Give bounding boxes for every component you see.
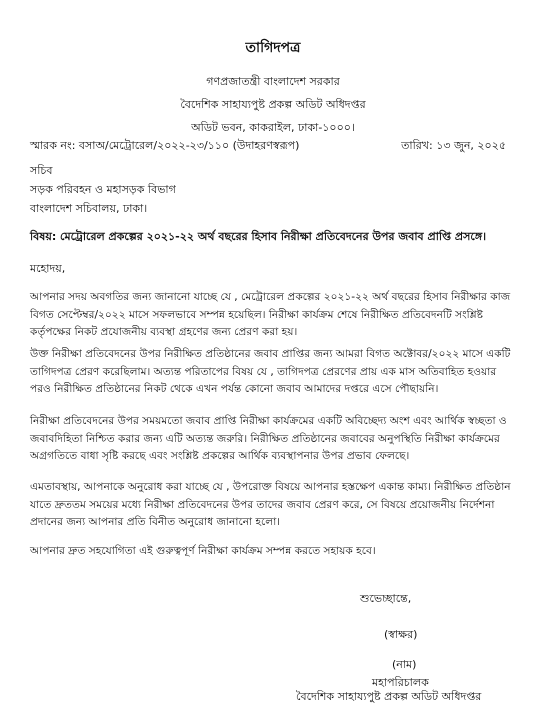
body-paragraph-5: আপনার দ্রুত সহযোগিতা এই গুরুত্বপূর্ণ নিরীক্ষা কার্যক্রম সম্পন্ন করতে সহায়ক হবে। (30, 545, 376, 557)
org-line-department: বৈদেশিক সাহায্যপুষ্ট প্রকল্প অডিট অধিদপ্তর (180, 98, 366, 111)
memo-number: স্মারক নং: বসাঅ/মেট্রোরেল/২০২২-২৩/১১০ (উদাহরণস্বরূপ) (30, 139, 300, 152)
org-header (0, 70, 546, 139)
signatory-designation: মহাপরিচালক (372, 676, 429, 689)
body-paragraph-3: নিরীক্ষা প্রতিবেদনের উপর সময়মতো জবাব প্রাপ্তি নিরীক্ষা কার্যক্রমের একটি অবিচ্ছেদ্য অংশ এবং আর্থিক স্বচ্ছতা ও জবাবদিহিতা নিশ্চিত করার জন্য এটি অত্যন্ত জরুরি। নিরীক্ষিত প্রতিষ্ঠানের জবাবের অনুপস্থিতি নিরীক্ষা কার্যক্রমের অগ্রগতিতে বাধা সৃষ্টি করছে এবং সংশ্লিষ্ট প্রকল্পের আর্থিক ব্যবস্থাপনার উপর প্রভাব ফেলছে। (30, 415, 507, 462)
reference-line (30, 137, 506, 156)
recipient-address: বাংলাদেশ সচিবালয়, ঢাকা। (30, 202, 148, 215)
signature-placeholder: (স্বাক্ষর) (384, 628, 418, 641)
recipient-block (30, 161, 176, 218)
closing-regards: শুভেচ্ছান্তে, (360, 592, 412, 605)
subject-line: বিষয়: মেট্রোরেল প্রকল্পের ২০২১-২২ অর্থ বছরের হিসাব নিরীক্ষা প্রতিবেদনের উপর জবাব প্রাপ্তি প্রসঙ্গে। (30, 230, 487, 243)
letter-title: তাগিদপত্র (245, 40, 301, 56)
recipient-designation: সচিব (30, 164, 53, 177)
body-paragraph-4: এমতাবস্থায়, আপনাকে অনুরোধ করা যাচ্ছে যে , উপরোক্ত বিষয়ে আপনার হস্তক্ষেপ একান্ত কাম্য। নিরীক্ষিত প্রতিষ্ঠান যাতে দ্রুততম সময়ের মধ্যে নিরীক্ষা প্রতিবেদনের উপর তাদের জবাব প্রেরণ করে, সে বিষয়ে প্রয়োজনীয় নির্দেশনা প্রদানের জন্য আপনার প্রতি বিনীত অনুরোধ জানানো হলো। (30, 481, 511, 528)
recipient-division: সড়ক পরিবহন ও মহাসড়ক বিভাগ (30, 183, 176, 196)
salutation: মহোদয়, (30, 262, 66, 275)
signatory-name: (নাম) (392, 658, 417, 671)
org-line-address: অডিট ভবন, কাকরাইল, ঢাকা-১০০০। (191, 121, 355, 134)
org-line-government: গণপ্রজাতন্ত্রী বাংলাদেশ সরকার (206, 75, 340, 88)
body-paragraph-2: উক্ত নিরীক্ষা প্রতিবেদনের উপর নিরীক্ষিত প্রতিষ্ঠানের জবাব প্রাপ্তির জন্য আমরা বিগত অক্টোবর/২০২২ মাসে একটি তাগিদপত্র প্রেরণ করেছিলাম। অত্যন্ত পরিতাপের বিষয় যে , তাগিদপত্র প্রেরণের প্রায় এক মাস অতিবাহিত হওয়ার পরও নিরীক্ষিত প্রতিষ্ঠানের নিকট থেকে এখন পর্যন্ত কোনো জবাব আমাদের দপ্তরে এসে পৌছায়নি। (30, 348, 511, 395)
body-paragraph-1: আপনার সদয় অবগতির জন্য জানানো যাচ্ছে যে , মেট্রোরেল প্রকল্পের ২০২১-২২ অর্থ বছরের হিসাব নিরীক্ষার কাজ বিগত সেপ্টেম্বর/২০২২ মাসে সফলভাবে সম্পন্ন হয়েছিল। নিরীক্ষা কার্যক্রম শেষে নিরীক্ষিত প্রতিবেদনটি সংশ্লিষ্ট কর্তৃপক্ষের নিকট প্রযোজনীয় ব্যবস্থা গ্রহণের জন্য প্রেরণ করা হয়। (30, 291, 511, 338)
letter-date: তারিখ: ১৩ জুন, ২০২৫ (401, 139, 506, 152)
signatory-office: বৈদেশিক সাহায্যপুষ্ট প্রকল্প অডিট অধিদপ্তর (296, 690, 482, 703)
